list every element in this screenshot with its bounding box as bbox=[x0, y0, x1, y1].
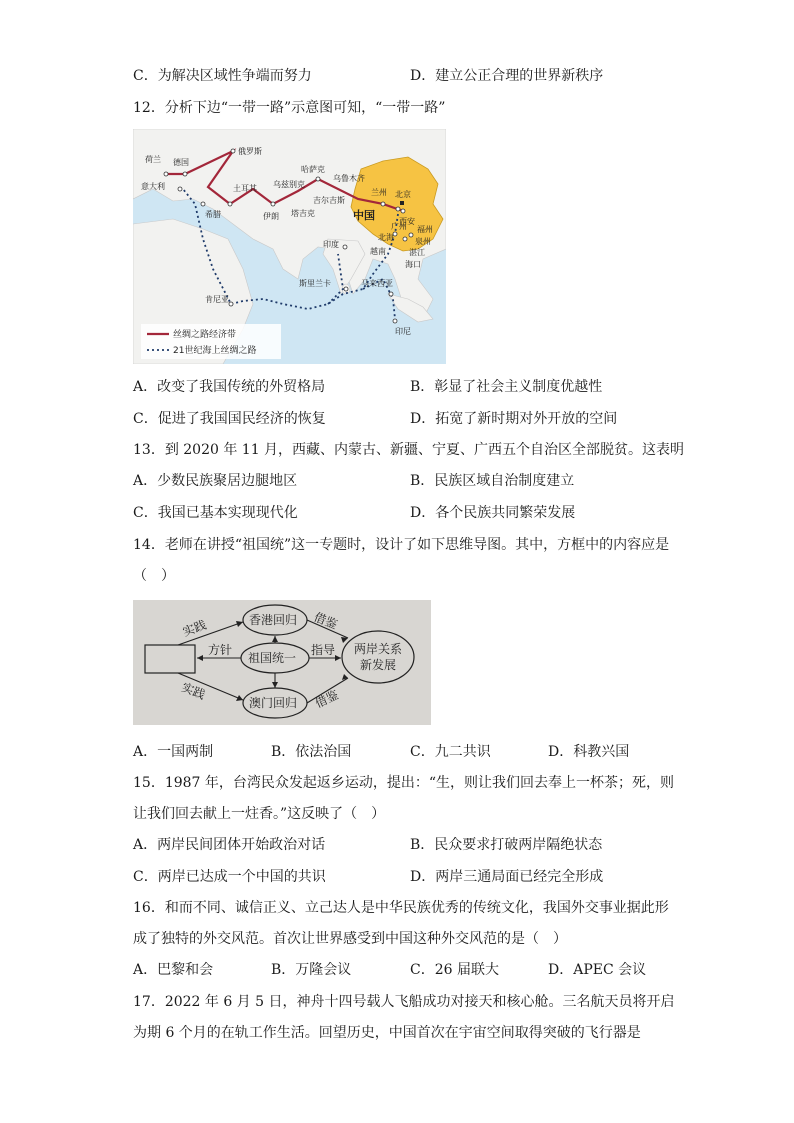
label-guangzhou: 广州 bbox=[391, 222, 407, 231]
q14-option-a: A．一国两制 bbox=[133, 744, 214, 760]
label-xian: 西安 bbox=[399, 217, 415, 226]
label-eluosi: 俄罗斯 bbox=[238, 147, 262, 156]
label-kenniya: 肯尼亚 bbox=[205, 295, 229, 304]
q12-option-c: C．促进了我国国民经济的恢复 bbox=[133, 411, 326, 427]
label-helan: 荷兰 bbox=[145, 155, 161, 164]
q14-option-b: B．依法治国 bbox=[271, 744, 352, 760]
q16-option-b: B．万隆会议 bbox=[271, 962, 352, 978]
cross-strait-label-1: 两岸关系 bbox=[354, 642, 403, 656]
q15-option-c: C．两岸已达成一个中国的共识 bbox=[133, 869, 326, 885]
cross-strait-label-2: 新发展 bbox=[360, 658, 397, 672]
reunification-mindmap bbox=[133, 600, 431, 725]
legend-land-label: 丝绸之路经济带 bbox=[173, 330, 237, 340]
center-node-label: 祖国统一 bbox=[248, 651, 297, 665]
label-tuerqi: 土耳其 bbox=[233, 184, 257, 193]
q17-stem-line1: 17．2022 年 6 月 5 日，神舟十四号载人飞船成功对接天和核心舱。三名航天员将开启 bbox=[133, 994, 675, 1010]
label-hasakeke: 哈萨克 bbox=[301, 165, 325, 174]
q12-option-a: A．改变了我国传统的外贸格局 bbox=[133, 379, 326, 395]
q15-option-b: B．民众要求打破两岸隔绝状态 bbox=[410, 837, 603, 853]
label-wuzibieke: 乌兹别克 bbox=[273, 180, 305, 189]
q13-option-b: B．民族区域自治制度建立 bbox=[410, 473, 575, 489]
label-yindu: 印度 bbox=[323, 240, 339, 249]
label-yuenan: 越南 bbox=[370, 247, 386, 256]
q11-option-c: C．为解决区域性争端而努力 bbox=[133, 68, 312, 84]
q12-option-b: B．彰显了社会主义制度优越性 bbox=[410, 379, 603, 395]
label-jiejian-bottom: 借鉴 bbox=[312, 687, 341, 711]
label-deguo: 德国 bbox=[173, 158, 189, 167]
label-shijian-bottom: 实践 bbox=[179, 680, 208, 703]
q11-option-d: D．建立公正合理的世界新秩序 bbox=[410, 68, 604, 84]
q14-answer-paren: （ ） bbox=[133, 568, 175, 584]
label-shijian-top: 实践 bbox=[180, 617, 209, 640]
beijing-marker bbox=[400, 201, 404, 205]
belt-road-map-svg bbox=[133, 129, 446, 364]
q14-stem: 14．老师在讲授“祖国统”这一专题时，设计了如下思维导图。其中，方框中的内容应是 bbox=[133, 537, 670, 553]
label-yidali: 意大利 bbox=[141, 182, 165, 191]
q16-option-c: C．26 届联大 bbox=[410, 962, 499, 978]
q15-stem-line2: 让我们回去献上一炷香。”这反映了（ ） bbox=[133, 806, 386, 822]
q16-stem-line2: 成了独特的外交风范。首次让世界感受到中国这种外交风范的是（ ） bbox=[133, 931, 567, 947]
mindmap-svg bbox=[133, 600, 431, 725]
label-wulumuqi: 乌鲁木齐 bbox=[333, 174, 365, 183]
macau-node-label: 澳门回归 bbox=[249, 696, 298, 710]
q13-option-c: C．我国已基本实现现代化 bbox=[133, 505, 298, 521]
q14-option-d: D．科教兴国 bbox=[548, 744, 630, 760]
label-jierjisi: 吉尔吉斯 bbox=[313, 196, 345, 205]
label-jiejian-top: 借鉴 bbox=[311, 609, 340, 632]
q14-option-c: C．九二共识 bbox=[410, 744, 491, 760]
q15-stem-line1: 15．1987 年，台湾民众发起返乡运动，提出：“生，则让我们回去奉上一杯茶；死，则 bbox=[133, 775, 675, 791]
label-quanzhou: 泉州 bbox=[415, 237, 431, 246]
label-fangzhen: 方针 bbox=[208, 643, 233, 657]
q16-stem-line1: 16．和而不同、诚信正义、立己达人是中华民族优秀的传统文化，我国外交事业据此形 bbox=[133, 900, 669, 916]
q15-option-d: D．两岸三通局面已经完全形成 bbox=[410, 869, 604, 885]
legend-sea-label: 21世纪海上丝绸之路 bbox=[173, 346, 257, 356]
label-fuzhou: 福州 bbox=[417, 225, 433, 234]
label-sililanka: 斯里兰卡 bbox=[299, 279, 331, 288]
label-haikou: 海口 bbox=[405, 260, 421, 269]
label-malaixiya: 马来西亚 bbox=[361, 279, 393, 288]
q16-option-a: A．巴黎和会 bbox=[133, 962, 214, 978]
label-zhidao: 指导 bbox=[311, 643, 336, 657]
q13-option-d: D．各个民族共同繁荣发展 bbox=[410, 505, 576, 521]
label-zhanjiang: 湛江 bbox=[409, 248, 425, 257]
q12-stem: 12．分析下边“一带一路”示意图可知，“一带一路” bbox=[133, 100, 446, 116]
label-lanzhou: 兰州 bbox=[371, 188, 387, 197]
label-beijing: 北京 bbox=[395, 190, 411, 199]
label-yilang: 伊朗 bbox=[263, 212, 279, 221]
label-xila: 希腊 bbox=[205, 210, 221, 219]
label-yinni: 印尼 bbox=[395, 327, 411, 336]
q13-option-a: A．少数民族聚居边腿地区 bbox=[133, 473, 298, 489]
label-zhongguo: 中国 bbox=[353, 209, 375, 222]
q13-stem: 13．到 2020 年 11 月，西藏、内蒙古、新疆、宁夏、广西五个自治区全部脱贫。这表明 bbox=[133, 442, 685, 458]
q15-option-a: A．两岸民间团体开始政治对话 bbox=[133, 837, 326, 853]
q12-option-d: D．拓宽了新时期对外开放的空间 bbox=[410, 411, 618, 427]
q16-option-d: D．APEC 会议 bbox=[548, 962, 647, 978]
label-beihai: 北海 bbox=[378, 233, 394, 242]
q17-stem-line2: 为期 6 个月的在轨工作生活。回望历史，中国首次在宇宙空间取得突破的飞行器是 bbox=[133, 1025, 641, 1041]
hk-node-label: 香港回归 bbox=[249, 613, 298, 627]
belt-road-map bbox=[133, 129, 446, 364]
label-tajike: 塔吉克 bbox=[291, 209, 315, 218]
